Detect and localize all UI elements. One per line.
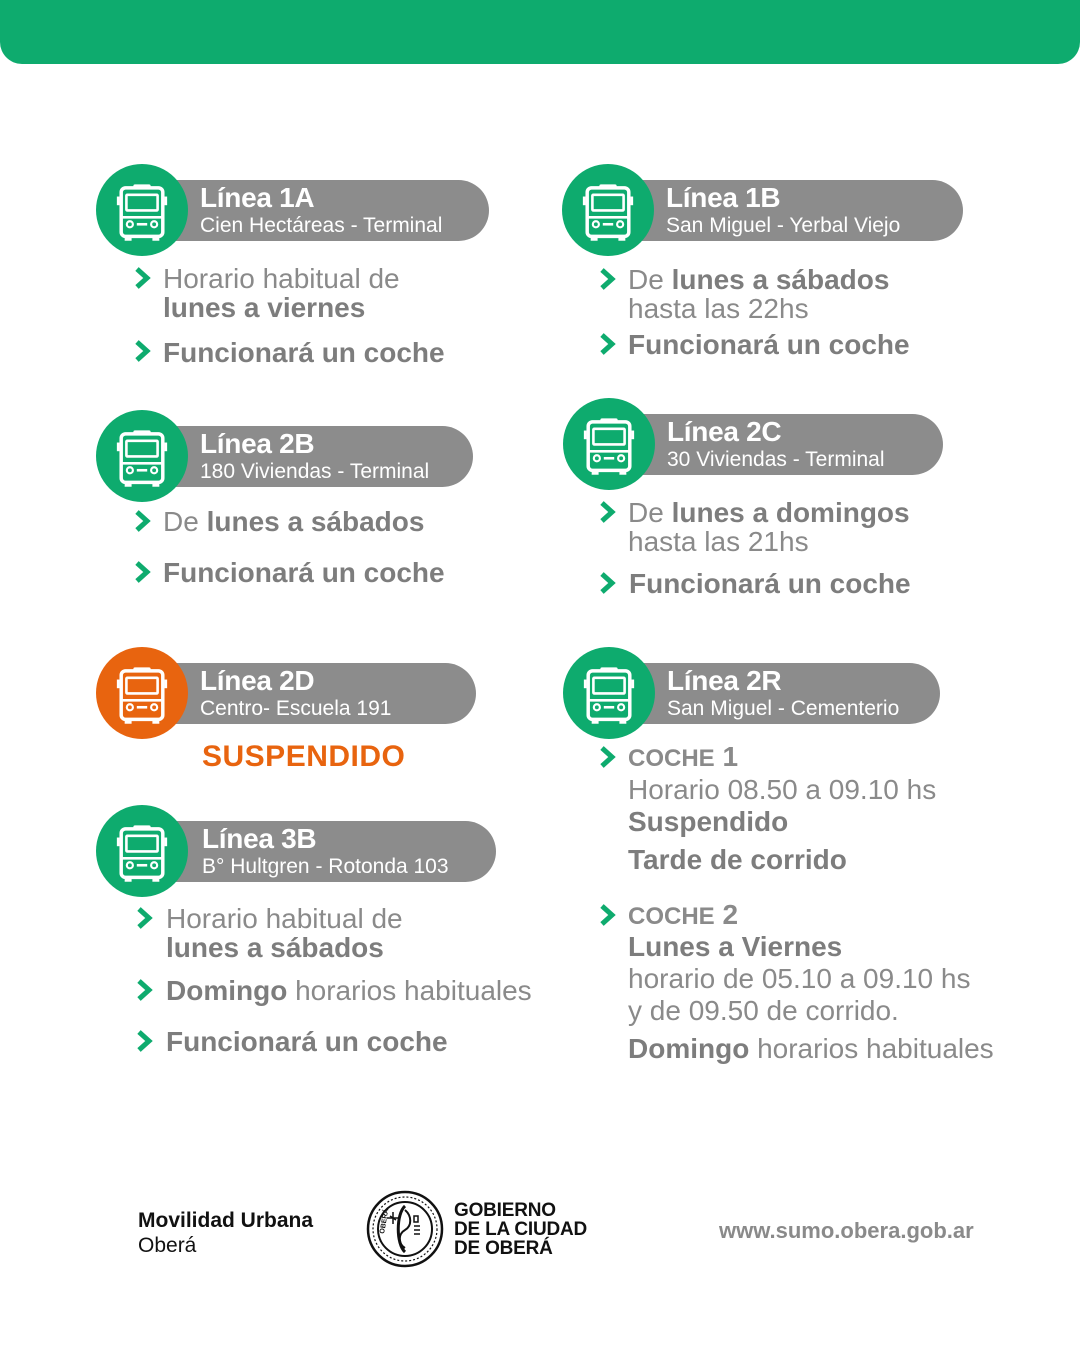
- coche-1-hours: Horario 08.50 a 09.10 hs: [628, 774, 937, 805]
- gov-line-2: DE LA CIUDAD: [454, 1219, 588, 1240]
- coche-2-hours-continued: y de 09.50 de corrido.: [628, 995, 899, 1026]
- line-1b-vehicles: Funcionará un coche: [628, 329, 910, 360]
- line-2d-pill: [156, 663, 476, 724]
- government-name: [454, 1201, 587, 1258]
- brand-subtitle: Oberá: [138, 1234, 197, 1257]
- chevron-right-icon: [134, 510, 152, 534]
- website-link[interactable]: www.sumo.obera.gob.ar: [719, 1218, 974, 1243]
- line-route: 180 Viviendas - Terminal: [200, 460, 430, 483]
- chevron-right-icon: [599, 268, 617, 292]
- coche-1-label: COCHE 1: [628, 741, 739, 772]
- chevron-right-icon: [136, 979, 154, 1003]
- coche-2-sunday: Domingo horarios habituales: [628, 1033, 994, 1064]
- line-name: Línea 2R: [667, 665, 782, 696]
- city-seal-icon: [366, 1190, 444, 1268]
- bus-icon: [116, 663, 168, 729]
- line-3b-schedule: Horario habitual de lunes a sábados: [166, 903, 403, 963]
- line-3b-sunday: Domingo horarios habituales: [166, 975, 532, 1006]
- chevron-right-icon: [134, 340, 152, 364]
- line-name: Línea 2B: [200, 428, 315, 459]
- coche-1-status: Suspendido: [628, 806, 789, 837]
- chevron-right-icon: [599, 904, 617, 928]
- line-1a-pill: [156, 180, 489, 241]
- footer-brand: [138, 1208, 313, 1258]
- line-2c-pill: [623, 414, 943, 475]
- top-banner: [0, 0, 1080, 64]
- line-route: B° Hultgren - Rotonda 103: [202, 855, 449, 878]
- line-2c-vehicles: Funcionará un coche: [629, 568, 911, 599]
- line-name: Línea 2D: [200, 665, 315, 696]
- gov-line-1: GOBIERNO: [454, 1200, 556, 1221]
- coche-1-afternoon: Tarde de corrido: [628, 844, 847, 875]
- line-name: Línea 2C: [667, 416, 782, 447]
- line-1a-schedule: Horario habitual de lunes a viernes: [163, 263, 400, 323]
- bus-icon: [583, 663, 635, 729]
- line-1b-badge: [562, 164, 654, 256]
- line-name: Línea 3B: [202, 823, 317, 854]
- chevron-right-icon: [136, 1030, 154, 1054]
- line-2r-badge: [563, 647, 655, 739]
- line-2b-vehicles: Funcionará un coche: [163, 557, 445, 588]
- coche-2-hours: horario de 05.10 a 09.10 hs: [628, 963, 971, 994]
- line-1a-badge: [96, 164, 188, 256]
- line-1b-pill: [622, 180, 963, 241]
- line-2c-badge: [563, 398, 655, 490]
- line-1a-vehicles: Funcionará un coche: [163, 337, 445, 368]
- coche-2-label: COCHE 2: [628, 899, 739, 930]
- line-2c-schedule: De lunes a domingos hasta las 21hs: [628, 497, 910, 557]
- line-1b-schedule: De lunes a sábados hasta las 22hs: [628, 264, 890, 324]
- line-2d-badge: [96, 647, 188, 739]
- bus-icon: [583, 414, 635, 480]
- gov-line-3: DE OBERÁ: [454, 1238, 553, 1259]
- brand-title: Movilidad Urbana: [138, 1209, 314, 1232]
- bus-icon: [116, 821, 168, 887]
- chevron-right-icon: [136, 907, 154, 931]
- line-route: Centro- Escuela 191: [200, 697, 392, 720]
- line-3b-vehicles: Funcionará un coche: [166, 1026, 448, 1057]
- line-route: Cien Hectáreas - Terminal: [200, 214, 443, 237]
- line-route: 30 Viviendas - Terminal: [667, 448, 885, 471]
- chevron-right-icon: [599, 333, 617, 357]
- coche-2-days: Lunes a Viernes: [628, 931, 843, 962]
- line-2r-pill: [623, 663, 940, 724]
- line-3b-badge: [96, 805, 188, 897]
- line-name: Línea 1A: [200, 182, 315, 213]
- line-2b-schedule: De lunes a sábados: [163, 506, 425, 537]
- suspended-label: SUSPENDIDO: [202, 740, 406, 773]
- line-route: San Miguel - Cementerio: [667, 697, 900, 720]
- svg-text:OBERÁ: OBERÁ: [379, 1208, 391, 1235]
- chevron-right-icon: [134, 561, 152, 585]
- line-3b-pill: [156, 821, 496, 882]
- bus-icon: [116, 180, 168, 246]
- chevron-right-icon: [599, 501, 617, 525]
- bus-icon: [582, 180, 634, 246]
- line-route: San Miguel - Yerbal Viejo: [666, 214, 901, 237]
- line-name: Línea 1B: [666, 182, 781, 213]
- bus-icon: [116, 426, 168, 492]
- chevron-right-icon: [134, 267, 152, 291]
- chevron-right-icon: [599, 746, 617, 770]
- chevron-right-icon: [599, 572, 617, 596]
- line-2b-badge: [96, 410, 188, 502]
- line-2b-pill: [156, 426, 473, 487]
